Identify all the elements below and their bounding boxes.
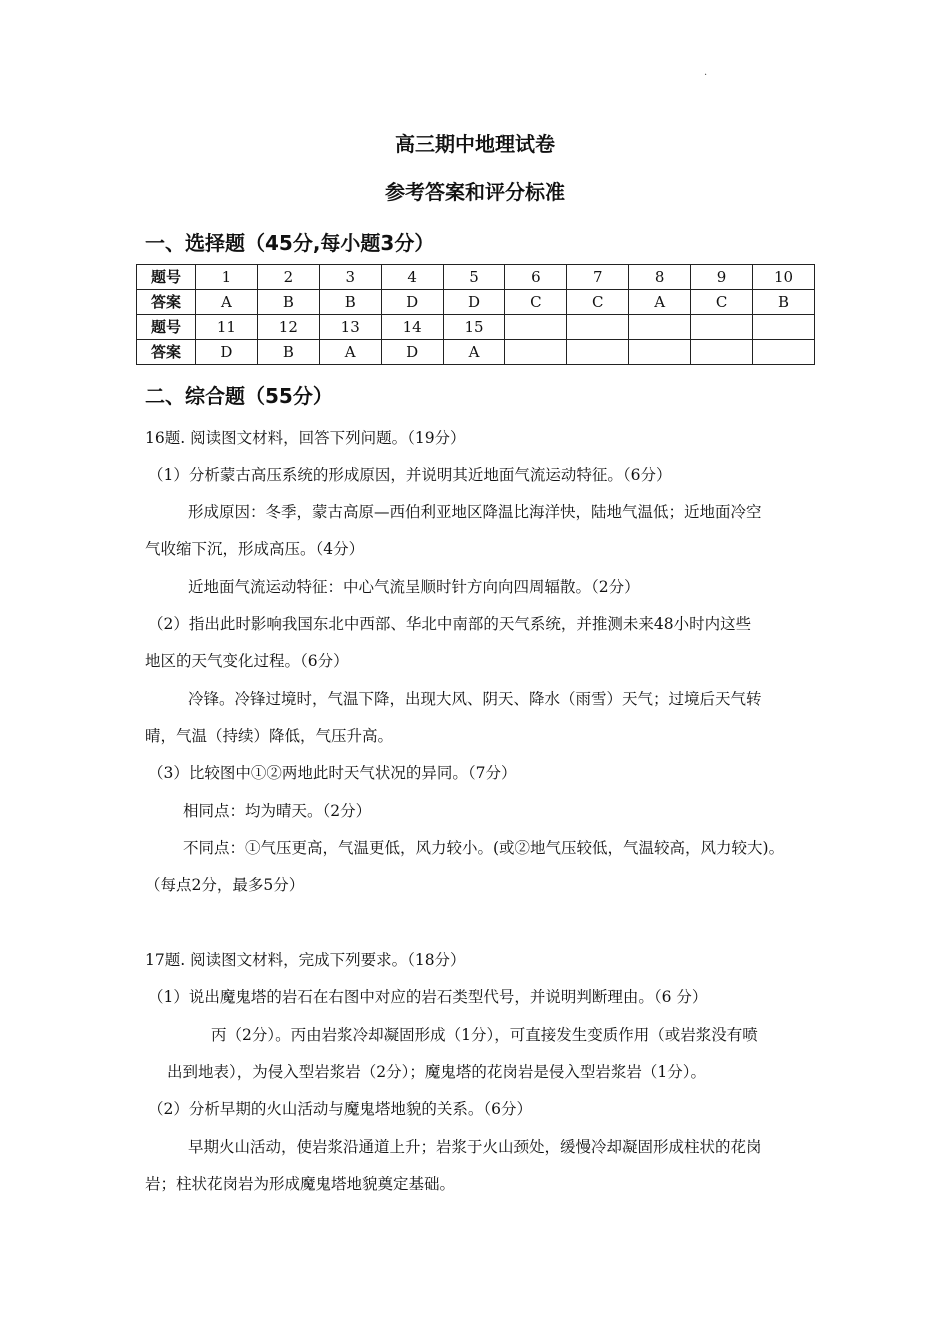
table-cell: 4 bbox=[381, 265, 443, 290]
table-cell: B bbox=[257, 340, 319, 365]
table-cell: D bbox=[381, 340, 443, 365]
table-row bbox=[137, 340, 815, 365]
corner-mark: · bbox=[704, 70, 708, 81]
table-cell: 1 bbox=[196, 265, 258, 290]
q16-part3-difference: 不同点：①气压更高，气温更低，风力较小。(或②地气压较低，气温较高，风力较大)。 bbox=[183, 839, 785, 857]
table-cell bbox=[629, 340, 691, 365]
table-cell: 5 bbox=[443, 265, 505, 290]
table-cell: 15 bbox=[443, 315, 505, 340]
table-cell: D bbox=[443, 290, 505, 315]
table-cell: A bbox=[629, 290, 691, 315]
q16-part1-answer-line2: 气收缩下沉，形成高压。（4分） bbox=[145, 540, 365, 558]
row-label: 答案 bbox=[137, 290, 196, 315]
q16-part2-answer-line2: 晴，气温（持续）降低，气压升高。 bbox=[145, 727, 394, 745]
table-cell: B bbox=[753, 290, 815, 315]
table-cell bbox=[505, 340, 567, 365]
q17-part2-question: （2）分析早期的火山活动与魔鬼塔地貌的关系。（6分） bbox=[148, 1100, 532, 1118]
table-cell: 7 bbox=[567, 265, 629, 290]
table-cell: C bbox=[567, 290, 629, 315]
answer-table bbox=[136, 264, 815, 365]
table-cell: 13 bbox=[319, 315, 381, 340]
row-label: 题号 bbox=[137, 265, 196, 290]
table-cell bbox=[753, 315, 815, 340]
table-cell bbox=[505, 315, 567, 340]
table-cell: A bbox=[443, 340, 505, 365]
table-row bbox=[137, 265, 815, 290]
table-cell bbox=[691, 340, 753, 365]
table-row bbox=[137, 290, 815, 315]
q16-part3-similarity: 相同点：均为晴天。（2分） bbox=[183, 802, 372, 820]
q17-part1-answer-line2: 出到地表），为侵入型岩浆岩（2分）；魔鬼塔的花岗岩是侵入型岩浆岩（1分）。 bbox=[167, 1063, 706, 1081]
table-cell: 12 bbox=[257, 315, 319, 340]
q17-part2-answer-line1: 早期火山活动，使岩浆沿通道上升；岩浆于火山颈处，缓慢冷却凝固形成柱状的花岗 bbox=[188, 1138, 762, 1156]
table-cell: 3 bbox=[319, 265, 381, 290]
table-cell bbox=[567, 340, 629, 365]
table-cell: B bbox=[319, 290, 381, 315]
q16-part3-question: （3）比较图中①②两地此时天气状况的异同。（7分） bbox=[148, 764, 517, 782]
section-1-heading: 一、选择题（45分,每小题3分） bbox=[145, 231, 435, 255]
page-title: 高三期中地理试卷 bbox=[395, 132, 555, 156]
q17-part2-answer-line2: 岩；柱状花岗岩为形成魔鬼塔地貌奠定基础。 bbox=[145, 1175, 456, 1193]
page-subtitle: 参考答案和评分标准 bbox=[385, 180, 565, 204]
row-label: 题号 bbox=[137, 315, 196, 340]
q16-part3-scoring-note: （每点2分，最多5分） bbox=[145, 876, 305, 894]
table-cell: C bbox=[691, 290, 753, 315]
table-cell: A bbox=[319, 340, 381, 365]
q16-part2-answer-line1: 冷锋。冷锋过境时，气温下降，出现大风、阴天、降水（雨雪）天气；过境后天气转 bbox=[188, 690, 762, 708]
q17-part1-question: （1）说出魔鬼塔的岩石在右图中对应的岩石类型代号，并说明判断理由。（6 分） bbox=[148, 988, 708, 1006]
q16-part1-answer-flow: 近地面气流运动特征：中心气流呈顺时针方向向四周辐散。（2分） bbox=[188, 578, 640, 596]
q16-part1-question: （1）分析蒙古高压系统的形成原因，并说明其近地面气流运动特征。（6分） bbox=[148, 466, 672, 484]
table-cell: 10 bbox=[753, 265, 815, 290]
table-cell: 6 bbox=[505, 265, 567, 290]
q16-heading: 16题. 阅读图文材料，回答下列问题。（19分） bbox=[145, 429, 466, 447]
row-label: 答案 bbox=[137, 340, 196, 365]
q16-part2-question-line2: 地区的天气变化过程。（6分） bbox=[145, 652, 349, 670]
table-row bbox=[137, 315, 815, 340]
table-cell: B bbox=[257, 290, 319, 315]
q16-part1-answer-line1: 形成原因：冬季，蒙古高原—西伯利亚地区降温比海洋快，陆地气温低；近地面冷空 bbox=[188, 503, 762, 521]
table-cell bbox=[691, 315, 753, 340]
q17-part1-answer-line1: 丙（2分）。丙由岩浆冷却凝固形成（1分），可直接发生变质作用（或岩浆没有喷 bbox=[211, 1026, 758, 1044]
table-cell: 2 bbox=[257, 265, 319, 290]
table-cell bbox=[567, 315, 629, 340]
table-cell: 9 bbox=[691, 265, 753, 290]
table-cell: C bbox=[505, 290, 567, 315]
table-cell: 11 bbox=[196, 315, 258, 340]
table-cell: D bbox=[381, 290, 443, 315]
q17-heading: 17题. 阅读图文材料，完成下列要求。（18分） bbox=[145, 951, 466, 969]
q16-part2-question-line1: （2）指出此时影响我国东北中西部、华北中南部的天气系统，并推测未来48小时内这些 bbox=[148, 615, 752, 633]
table-cell: 14 bbox=[381, 315, 443, 340]
table-cell: A bbox=[196, 290, 258, 315]
table-cell bbox=[629, 315, 691, 340]
section-2-heading: 二、综合题（55分） bbox=[145, 384, 333, 408]
table-cell bbox=[753, 340, 815, 365]
table-cell: 8 bbox=[629, 265, 691, 290]
table-cell: D bbox=[196, 340, 258, 365]
